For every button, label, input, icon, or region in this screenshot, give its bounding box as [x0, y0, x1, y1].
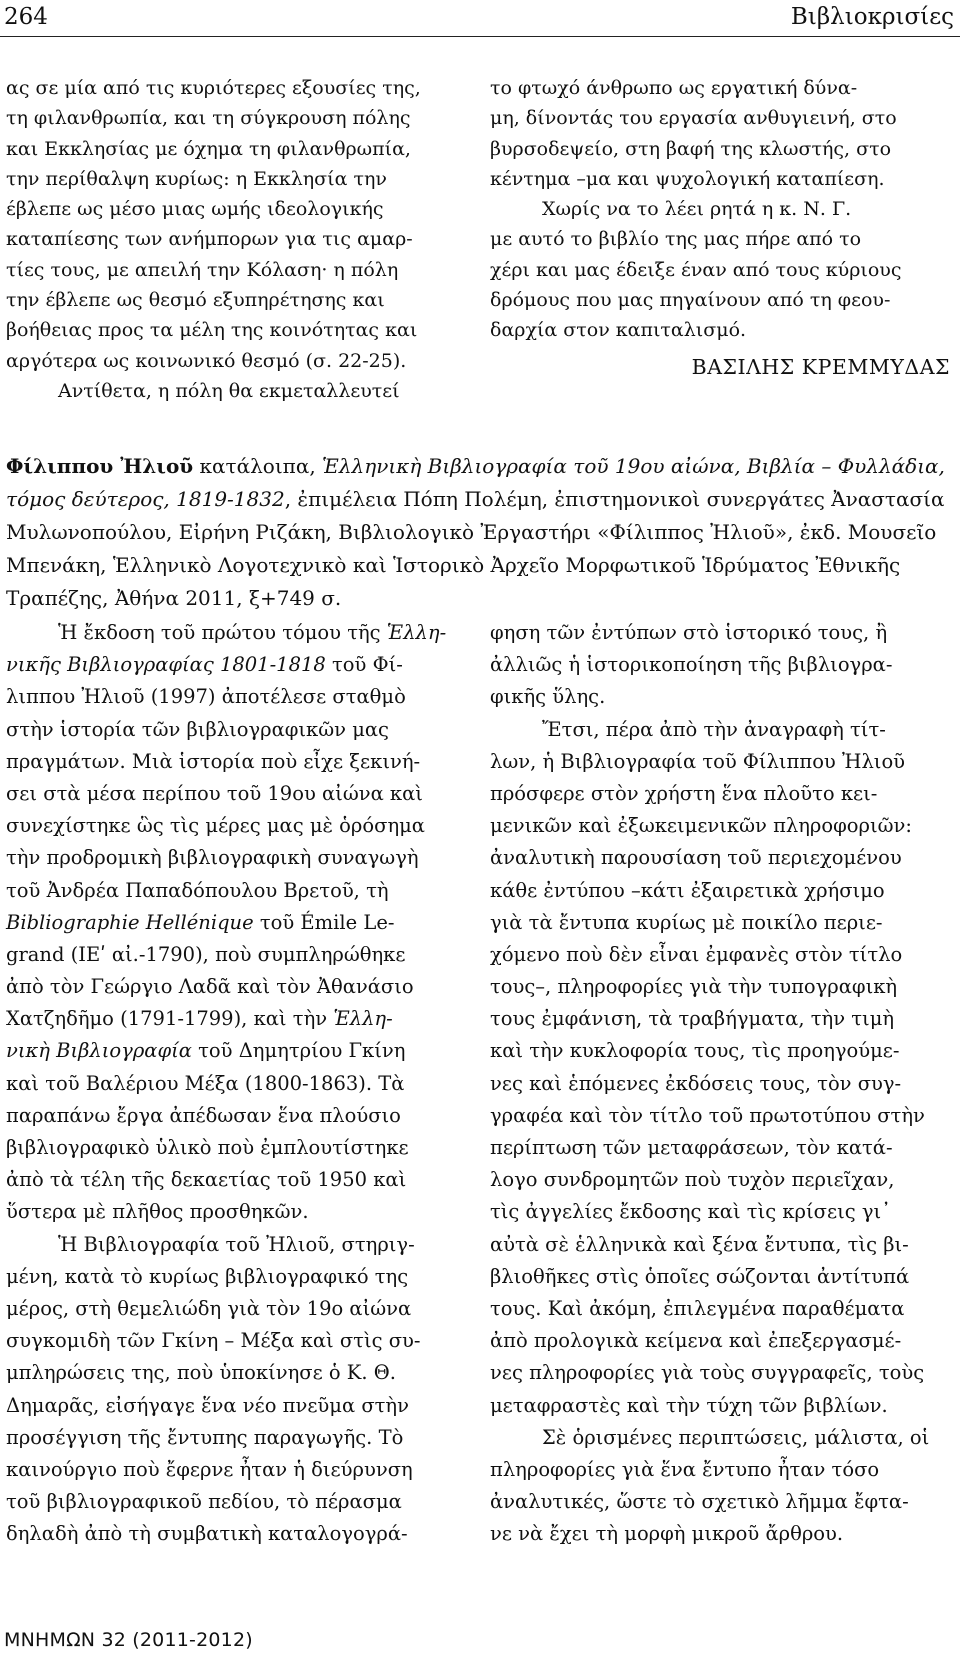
text-line: βοήθειας προς τα μέλη της κοινότητας και [6, 319, 418, 342]
text-line [6, 649, 436, 681]
text-run: Χατζηδῆμο (1791-1799), καὶ τὴν [6, 1007, 334, 1031]
text-line: περίπτωση τῶν μεταφράσεων, τὸν κατά- [490, 1136, 893, 1159]
text-line: τὶς ἀγγελίες ἔκδοσης καὶ τὶς κρίσεις γι᾽ [490, 1200, 891, 1224]
text-line: αὐτὰ σὲ ἑλληνικὰ καὶ ξένα ἔντυπα, τὶς βι- [490, 1232, 909, 1256]
text-line: φηση τῶν ἐντύπων στὸ ἱστορικό τους, ἢ [490, 621, 888, 644]
text-line: τους–, πληροφορίες γιὰ τὴν τυπογραφικὴ [490, 975, 898, 999]
text-line [6, 907, 436, 939]
running-head: Βιβλιοκρισίες [790, 4, 954, 30]
text-line: κάθε ἐντύπου –κάτι ἐξαιρετικὰ χρήσιμο [490, 878, 885, 902]
header-rule [0, 36, 960, 37]
text-run-italic: Ἑλλη- [333, 1007, 393, 1031]
text-line: τίες τους, με απειλή την Κόλαση· η πόλη [6, 258, 399, 281]
text-line: γραφέα καὶ τὸν τίτλο τοῦ πρωτοτύπου στὴν [490, 1103, 925, 1127]
text-line: ἀπὸ προλογικὰ κείμενα καὶ ἐπεξεργασμέ- [490, 1329, 902, 1353]
text-line: βυρσοδεψείο, στη βαφή της κλωστής, στο [490, 137, 892, 160]
text-line: και Εκκλησίας με όχημα τη φιλανθρωπία, [6, 137, 411, 160]
text-line: τοῦ βιβλιογραφικοῦ πεδίου, τὸ πέρασμα [6, 1490, 402, 1514]
text-line: μέρος, στὴ θεμελιώδη γιὰ τὸν 19ο αἰώνα [6, 1296, 412, 1320]
text-line: τους. Καὶ ἀκόμη, ἐπιλεγμένα παραθέματα [490, 1296, 905, 1320]
text-line: μη, δίνοντάς του εργασία ανθυγιεινή, στο [490, 107, 897, 130]
text-run: τοῦ Émile Le- [253, 910, 395, 934]
text-line: καὶ τὴν κυκλοφορία τους, τὶς προηγούμε- [490, 1039, 900, 1063]
text-line: Ἔτσι, πέρα ἀπὸ τὴν ἀναγραφὴ τίτ- [542, 717, 886, 741]
text-line: ἀπὸ τὰ τέλη τῆς δεκαετίας τοῦ 1950 καὶ [6, 1168, 407, 1192]
text-line: ἀπὸ τὸν Γεώργιο Λαδᾶ καὶ τὸν Ἀθανάσιο [6, 975, 414, 999]
journal-footer: ΜΝΗΜΩΝ 32 (2011-2012) [4, 1629, 253, 1651]
text-run-italic: νικῆς Βιβλιογραφίας 1801-1818 [6, 653, 326, 677]
text-line: λων, ἡ Βιβλιογραφία τοῦ Φίλιππου Ἠλιοῦ [490, 749, 906, 773]
text-line: νε νὰ ἔχει τὴ μορφὴ μικροῦ ἄρθρου. [490, 1522, 844, 1546]
text-line: χέρι και μας έδειξε έναν από τους κύριους [490, 258, 902, 281]
entry-line [6, 483, 956, 516]
text-line: σει στὰ μέσα περίπου τοῦ 19ου αἰώνα καὶ [6, 781, 423, 805]
text-run-italic: Bibliographie Hellénique [6, 910, 254, 934]
page-header [0, 0, 960, 44]
text-line: ας σε μία από τις κυριότερες εξουσίες της, [6, 77, 421, 99]
page-number: 264 [4, 4, 48, 30]
text-line: έβλεπε ως μέσο μιας ωμής ιδεολογικής [6, 198, 384, 221]
text-line: βλιοθῆκες στὶς ὁποῖες σώζονται ἀντίτυπά [490, 1264, 910, 1288]
text-line: δαρχία στον καπιταλισμό. [490, 319, 747, 342]
entry-author: Φίλιππου Ἠλιοῦ [6, 454, 194, 478]
text-line: με αυτό το βιβλίο της μας πήρε από το [490, 228, 862, 251]
text-line [6, 1003, 436, 1035]
text-line: φικῆς ὕλης. [490, 685, 606, 709]
text-line: μενικῶν καὶ ἐξωκειμενικῶν πληροφοριῶν: [490, 814, 912, 838]
text-line: τοῦ Ἀνδρέα Παπαδόπουλου Βρετοῦ, τὴ [6, 878, 389, 902]
text-line [6, 617, 447, 649]
text-run: τοῦ Δημητρίου Γκίνη [191, 1039, 406, 1063]
text-run: Ἡ ἔκδοση τοῦ πρώτου τόμου τῆς [58, 621, 387, 644]
text-line: δηλαδὴ ἀπὸ τὴ συμβατικὴ καταλογογρά- [6, 1522, 408, 1546]
text-line: ἀναλυτικὴ παρουσίαση τοῦ περιεχομένου [490, 846, 902, 870]
text-line: βιβλιογραφικὸ ὑλικὸ ποὺ ἐμπλουτίστηκε [6, 1136, 409, 1159]
text-line: τὴν προδρομικὴ βιβλιογραφικὴ συναγωγὴ [6, 846, 419, 870]
entry-volume: τόμος δεύτερος, 1819-1832 [6, 487, 285, 511]
text-line: μένη, κατὰ τὸ κυρίως βιβλιογραφικό της [6, 1264, 409, 1288]
text-run: τοῦ Φί- [325, 653, 403, 677]
text-line: μπληρώσεις της, ποὺ ὑποκίνησε ὁ Κ. Θ. [6, 1361, 396, 1385]
review2-left-column [6, 617, 447, 1550]
text-line: λιππου Ἠλιοῦ (1997) ἀποτέλεσε σταθμὸ [6, 685, 406, 709]
text-line: προσέγγιση τῆς ἔντυπης παραγωγῆς. Τὸ [6, 1425, 404, 1449]
text-line: το φτωχό άνθρωπο ως εργατική δύνα- [490, 77, 858, 99]
text-line: Δημαρᾶς, εἰσήγαγε ἕνα νέο πνεῦμα στὴν [6, 1393, 409, 1417]
text-line: γιὰ τὰ ἔντυπα κυρίως μὲ ποικίλο περιε- [490, 910, 883, 934]
entry-line: Τραπέζης, Ἀθήνα 2011, ξ+749 σ. [6, 586, 342, 610]
text-line: στὴν ἱστορία τῶν βιβλιογραφικῶν μας [6, 717, 389, 741]
text-line: δρόμους που μας πηγαίνουν από τη φεου- [490, 289, 891, 312]
text-line: Ἡ Βιβλιογραφία τοῦ Ἠλιοῦ, στηριγ- [58, 1232, 415, 1256]
text-line: πραγμάτων. Μιὰ ἱστορία ποὺ εἶχε ξεκινή- [6, 749, 421, 773]
text-line: λογο συνδρομητῶν ποὺ τυχὸν περιεῖχαν, [490, 1168, 895, 1192]
entry-title: Ἑλληνικὴ Βιβλιογραφία τοῦ 19ου αἰώνα, Βιβλία – Φυλλάδια, [322, 454, 945, 478]
text-line: συγκομιδὴ τῶν Γκίνη – Μέξα καὶ στὶς συ- [6, 1329, 421, 1353]
text-line: παραπάνω ἔργα ἀπέδωσαν ἕνα πλούσιο [6, 1103, 401, 1127]
review2-right-column [490, 617, 955, 1550]
text-line: καὶ τοῦ Βαλέριου Μέξα (1800-1863). Τὰ [6, 1071, 405, 1095]
text-line: grand (ΙΕʹ αἰ.-1790), ποὺ συμπληρώθηκε [6, 942, 406, 966]
text-line: ὕστερα μὲ πλῆθος προσθηκῶν. [6, 1200, 309, 1224]
text-line: νες πληροφορίες γιὰ τοὺς συγγραφεῖς, τοὺς [490, 1361, 925, 1385]
entry-line: Μπενάκη, Ἑλληνικὸ Λογοτεχνικὸ καὶ Ἱστορικὸ Ἀρχεῖο Μορφωτικοῦ Ἱδρύματος Ἐθνικῆς [6, 553, 901, 577]
text-line: την περίθαλψη κυρίως: η Εκκλησία την [6, 167, 387, 190]
entry-line [6, 450, 956, 483]
text-line: ἀλλιῶς ἡ ἱστορικοποίηση τῆς βιβλιογρα- [490, 653, 893, 677]
text-line: πληροφορίες γιὰ ἕνα ἔντυπο ἦταν τόσο [490, 1457, 880, 1481]
text-line: καταπίεσης των ανήμπορων για τις αμαρ- [6, 228, 413, 251]
text-run-italic: Ἑλλη- [386, 621, 447, 644]
text-line: καινούργιο ποὺ ἔφερνε ἦταν ἡ διεύρυνση [6, 1457, 413, 1481]
text-line: Αντίθετα, η πόλη θα εκμεταλλευτεί [58, 379, 400, 402]
text-line: κέντημα –μα και ψυχολογική καταπίεση. [490, 167, 885, 190]
text-line: ἀναλυτικές, ὥστε τὸ σχετικὸ λῆμμα ἔφτα- [490, 1490, 909, 1514]
text-line: την έβλεπε ως θεσμό εξυπηρέτησης και [6, 289, 385, 312]
text-line [6, 1035, 436, 1067]
review1-right-column [490, 73, 955, 346]
bibliographic-entry [6, 450, 956, 615]
reviewer-signature: ΒΑΣΙΛΗΣ ΚΡΕΜΜΥΔΑΣ [691, 355, 950, 379]
text-line: Χωρίς να το λέει ρητά η κ. Ν. Γ. [542, 198, 852, 221]
entry-line: Μυλωνοπούλου, Εἰρήνη Ριζάκη, Βιβλιολογικὸ Ἐργαστήρι «Φίλιππος Ἠλιοῦ», ἐκδ. Μουσεῖο [6, 520, 937, 544]
text-run-italic: νικὴ Βιβλιογραφία [6, 1039, 192, 1063]
text-line: τους ἐμφάνιση, τὰ τραβήγματα, τὴν τιμὴ [490, 1007, 895, 1031]
entry-text: , ἐπιμέλεια Πόπη Πολέμη, ἐπιστημονικοὶ συνεργάτες Ἀναστασία [284, 487, 945, 511]
text-line: μεταφραστὲς καὶ τὴν τύχη τῶν βιβλίων. [490, 1393, 888, 1417]
text-line: νες καὶ ἑπόμενες ἐκδόσεις τους, τὸν συγ- [490, 1071, 902, 1095]
review1-left-column [6, 73, 431, 406]
entry-text: κατάλοιπα, [193, 454, 323, 478]
text-line: τη φιλανθρωπία, και τη σύγκρουση πόλης [6, 107, 411, 130]
text-line: πρόσφερε στὸν χρήστη ἕνα πλοῦτο κει- [490, 781, 878, 805]
text-line: συνεχίστηκε ὣς τὶς μέρες μας μὲ ὁρόσημα [6, 814, 425, 838]
text-line: χόμενο ποὺ δὲν εἶναι ἐμφανὲς στὸν τίτλο [490, 942, 903, 966]
text-line: αργότερα ως κοινωνικό θεσμό (σ. 22-25). [6, 349, 407, 372]
text-line: Σὲ ὁρισμένες περιπτώσεις, μάλιστα, οἱ [542, 1425, 930, 1449]
